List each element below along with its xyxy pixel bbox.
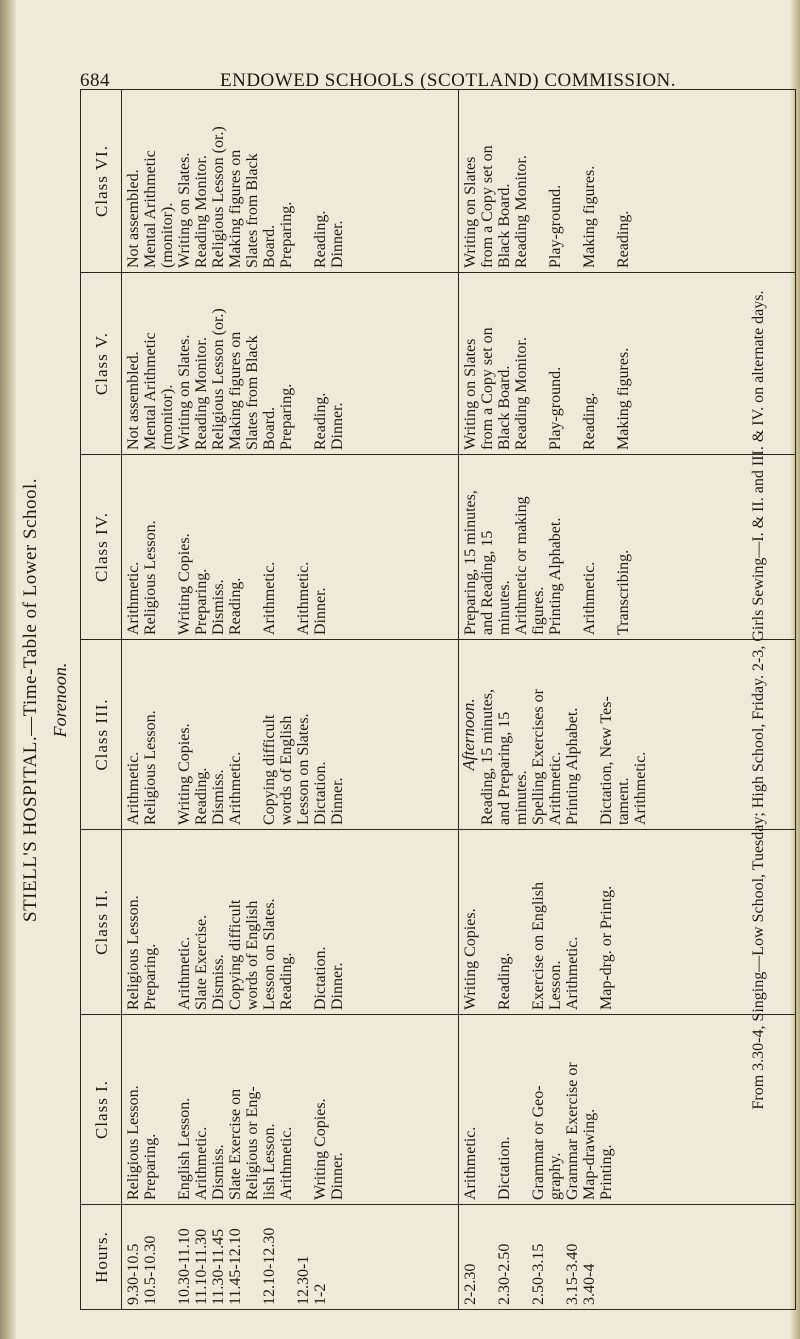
timetable-entry: 11.30-11.45 — [210, 1228, 227, 1305]
book-spine-shadow — [0, 0, 16, 1339]
timetable-entry: Preparing. — [142, 943, 159, 1010]
timetable-entry: 12.30-1 — [295, 1255, 312, 1305]
timetable-entry: Black Board. — [496, 183, 513, 268]
page-number: 684 — [80, 70, 110, 91]
timetable-entry: Arithmetic. — [462, 1126, 479, 1200]
timetable-entry: Slate Exercise. — [193, 914, 210, 1010]
timetable-entry: Not assembled. — [125, 351, 142, 450]
timetable-entry: Dinner. — [329, 777, 346, 825]
timetable-entry: Arithmetic. — [632, 751, 649, 825]
timetable-entry: minutes. — [496, 580, 513, 635]
line-spacer — [295, 94, 312, 268]
timetable-entry: minutes. — [513, 770, 530, 825]
timetable-entry: Play-ground. — [547, 366, 564, 450]
timetable-entry: Lesson. — [547, 960, 564, 1010]
timetable-entry: 1-2 — [312, 1283, 329, 1305]
timetable-entry: Writing Copies. — [312, 1098, 329, 1200]
timetable-entry: Arithmetic. — [227, 751, 244, 825]
timetable-entry: Arithmetic. — [295, 561, 312, 635]
line-spacer — [581, 644, 598, 825]
line-spacer — [581, 834, 598, 1010]
timetable-entry: Preparing. — [142, 1133, 159, 1200]
timetable-entry: Map-drg. or Printg. — [598, 885, 615, 1010]
timetable-entry: Dinner. — [329, 962, 346, 1010]
forenoon-class-1-cell — [122, 1015, 459, 1205]
col-header-class-1: Class I. — [81, 1015, 122, 1205]
timetable-entry: Dismiss. — [210, 579, 227, 635]
timetable-entry: Slate Exercise on — [227, 1088, 244, 1200]
timetable-entry: Religious Lesson. — [125, 1085, 142, 1200]
timetable-entry: Making figures. — [615, 347, 632, 450]
timetable-entry: 2-2.30 — [462, 1263, 479, 1305]
line-spacer — [244, 1209, 261, 1305]
timetable-entry: Mental Arithmetic — [142, 150, 159, 268]
afternoon-class-1-cell — [459, 1015, 796, 1205]
timetable-entry: Reading Monitor. — [193, 155, 210, 268]
line-spacer — [564, 459, 581, 635]
afternoon-class-3-lines — [479, 644, 649, 825]
line-spacer — [159, 1209, 176, 1305]
timetable-entry: Dinner. — [312, 587, 329, 635]
col-header-class-4: Class IV. — [81, 455, 122, 640]
timetable-entry: Writing on Slates. — [176, 334, 193, 450]
timetable-entry: Dinner. — [329, 402, 346, 450]
timetable-entry: from a Copy set on — [479, 327, 496, 450]
line-spacer — [513, 1209, 530, 1305]
timetable — [80, 89, 796, 1310]
afternoon-class-2-cell — [459, 830, 796, 1015]
timetable-entry: Writing Copies. — [176, 533, 193, 635]
line-spacer — [159, 644, 176, 825]
timetable-entry: Making figures on — [227, 149, 244, 268]
timetable-entry: Slates from Black — [244, 153, 261, 268]
timetable-entry: words of English — [244, 900, 261, 1010]
line-spacer — [295, 1019, 312, 1200]
timetable-entry: (monitor). — [159, 202, 176, 268]
forenoon-class-6-cell — [122, 90, 459, 273]
timetable-entry: Arithmetic. — [193, 1126, 210, 1200]
timetable-entry: tament. — [615, 777, 632, 825]
rotated-timetable-page — [20, 80, 780, 1320]
line-spacer — [278, 1209, 295, 1305]
forenoon-row — [122, 90, 459, 1310]
timetable-entry: Slates from Black — [244, 335, 261, 450]
timetable-entry: Dictation. — [312, 946, 329, 1010]
timetable-entry: Arithmetic. — [581, 561, 598, 635]
timetable-entry: Arithmetic. — [261, 561, 278, 635]
timetable-entry: Printing Alphabet. — [547, 517, 564, 635]
timetable-entry: Lesson on Slates. — [295, 713, 312, 825]
col-header-class-3: Class III. — [81, 640, 122, 830]
timetable-entry: Reading, 15 minutes, — [479, 689, 496, 825]
timetable-entry: 3.15-3.40 — [564, 1243, 581, 1305]
line-spacer — [547, 1209, 564, 1305]
forenoon-class-4-cell — [122, 455, 459, 640]
timetable-entry: Writing on Slates. — [176, 152, 193, 268]
timetable-entry: lish Lesson. — [261, 1123, 278, 1200]
running-title: ENDOWED SCHOOLS (SCOTLAND) COMMISSION. — [220, 70, 677, 91]
line-spacer — [479, 834, 496, 1010]
timetable-entry: 11.10-11.30 — [193, 1228, 210, 1305]
timetable-entry: Religious Lesson (or.) — [210, 308, 227, 450]
timetable-entry: from a Copy set on — [479, 145, 496, 268]
timetable-entry: and Reading, 15 — [479, 530, 496, 635]
timetable-entry: 11.45-12.10 — [227, 1228, 244, 1305]
timetable-entry: Play-ground. — [547, 184, 564, 268]
timetable-entry: Reading. — [193, 767, 210, 825]
timetable-entry: Religious Lesson. — [125, 895, 142, 1010]
timetable-entry: Dictation. — [312, 761, 329, 825]
timetable-entry: words of English — [278, 715, 295, 825]
line-spacer — [530, 277, 547, 450]
timetable-entry: Preparing. — [193, 568, 210, 635]
header-row — [81, 90, 122, 1310]
line-spacer — [159, 1019, 176, 1200]
col-header-class-6: Class VI. — [81, 90, 122, 273]
forenoon-class-2-cell — [122, 830, 459, 1015]
timetable-entry: graphy. — [547, 1152, 564, 1200]
timetable-entry: Writing Copies. — [462, 908, 479, 1010]
timetable-entry: Reading Monitor. — [193, 337, 210, 450]
timetable-entry: Spelling Exercises or — [530, 689, 547, 825]
timetable-entry: Copying difficult — [261, 714, 278, 825]
timetable-entry: and Preparing, 15 — [496, 711, 513, 825]
timetable-entry: Dismiss. — [210, 954, 227, 1010]
line-spacer — [598, 277, 615, 450]
timetable-entry: Dictation, New Tes- — [598, 696, 615, 825]
line-spacer — [564, 94, 581, 268]
timetable-entry: Religious Lesson. — [142, 710, 159, 825]
timetable-entry: Dinner. — [329, 220, 346, 268]
timetable-entry: Arithmetic or making — [513, 496, 530, 635]
timetable-entry: Exercise on English — [530, 882, 547, 1010]
timetable-entry: Arithmetic. — [176, 936, 193, 1010]
timetable-entry: 12.10-12.30 — [261, 1227, 278, 1305]
timetable-entry: Board. — [261, 406, 278, 450]
line-spacer — [530, 94, 547, 268]
timetable-entry: Arithmetic. — [278, 1126, 295, 1200]
col-header-class-5: Class V. — [81, 273, 122, 455]
timetable-entry: Reading. — [496, 952, 513, 1010]
timetable-entry: Reading Monitor. — [513, 337, 530, 450]
timetable-entry: Not assembled. — [125, 169, 142, 268]
line-spacer — [513, 1019, 530, 1200]
timetable-entry: Reading Monitor. — [513, 155, 530, 268]
timetable-entry: Mental Arithmetic — [142, 332, 159, 450]
line-spacer — [295, 834, 312, 1010]
timetable-entry: Transcribing. — [615, 549, 632, 635]
timetable-entry: Religious or Eng- — [244, 1086, 261, 1200]
timetable-entry: Making figures. — [581, 165, 598, 268]
footnote: From 3.30-4, Singing—Low School, Tuesday; High School, Friday. 2-3, Girls Sewing—I. & II. and III. & IV. on alternate days. — [750, 290, 767, 1110]
timetable-entry: English Lesson. — [176, 1097, 193, 1200]
afternoon-class-6-cell — [459, 90, 796, 273]
line-spacer — [598, 459, 615, 635]
timetable-entry: 10.30-11.10 — [176, 1228, 193, 1305]
timetable-entry: Reading. — [581, 392, 598, 450]
timetable-entry: Religious Lesson. — [142, 520, 159, 635]
timetable-entry: Lesson on Slates. — [261, 898, 278, 1010]
timetable-entry: Arithmetic. — [564, 936, 581, 1010]
timetable-entry: Religious Lesson (or.) — [210, 126, 227, 268]
timetable-entry: Dismiss. — [210, 769, 227, 825]
line-spacer — [513, 834, 530, 1010]
line-spacer — [278, 459, 295, 635]
timetable-entry: 10.5-10.30 — [142, 1235, 159, 1305]
afternoon-label: Afternoon. — [459, 698, 478, 771]
timetable-entry: Writing Copies. — [176, 723, 193, 825]
timetable-entry: Reading. — [615, 210, 632, 268]
afternoon-class-3-cell — [459, 640, 796, 830]
timetable-entry: Preparing. — [278, 383, 295, 450]
line-spacer — [159, 459, 176, 635]
timetable-entry: Board. — [261, 224, 278, 268]
timetable-entry: Copying difficult — [227, 899, 244, 1010]
forenoon-class-5-cell — [122, 273, 459, 455]
timetable-entry: Arithmetic. — [547, 751, 564, 825]
afternoon-hours-cell — [459, 1205, 796, 1310]
timetable-entry: Making figures on — [227, 331, 244, 450]
forenoon-subtitle: Forenoon. — [50, 662, 70, 738]
timetable-entry: 2.30-2.50 — [496, 1243, 513, 1305]
timetable-entry: 2.50-3.15 — [530, 1243, 547, 1305]
timetable-entry: Printing. — [598, 1144, 615, 1200]
forenoon-hours-cell — [122, 1205, 459, 1310]
timetable-entry: Black Board. — [496, 365, 513, 450]
line-spacer — [479, 1019, 496, 1200]
table-title: STIELL'S HOSPITAL.—Time-Table of Lower School. — [20, 478, 41, 922]
timetable-entry: 3.40-4 — [581, 1263, 598, 1305]
col-header-class-2: Class II. — [81, 830, 122, 1015]
timetable-entry: Reading. — [227, 577, 244, 635]
timetable-entry: Grammar Exercise or — [564, 1062, 581, 1200]
line-spacer — [244, 459, 261, 635]
timetable-entry: Writing on Slates — [462, 156, 479, 268]
afternoon-class-5-cell — [459, 273, 796, 455]
forenoon-class-3-cell — [122, 640, 459, 830]
line-spacer — [295, 277, 312, 450]
timetable-entry: (monitor). — [159, 384, 176, 450]
timetable-entry: Preparing. — [278, 201, 295, 268]
timetable-entry: 9.30-10.5 — [125, 1243, 142, 1305]
timetable-entry: Arithmetic. — [125, 751, 142, 825]
timetable-entry: Printing Alphabet. — [564, 707, 581, 825]
timetable-entry: Reading. — [278, 952, 295, 1010]
line-spacer — [564, 277, 581, 450]
timetable-entry: Writing on Slates — [462, 338, 479, 450]
line-spacer — [159, 834, 176, 1010]
timetable-entry: Dinner. — [329, 1152, 346, 1200]
timetable-entry: figures. — [530, 586, 547, 635]
timetable-entry: Map-drawing. — [581, 1108, 598, 1200]
afternoon-row — [459, 90, 796, 1310]
timetable-entry: Arithmetic. — [125, 561, 142, 635]
line-spacer — [479, 1209, 496, 1305]
col-header-hours: Hours. — [81, 1205, 122, 1310]
timetable-entry: Dismiss. — [210, 1144, 227, 1200]
afternoon-class-4-cell — [459, 455, 796, 640]
timetable-entry: Dictation. — [496, 1136, 513, 1200]
timetable-entry: Preparing, 15 minutes, — [462, 490, 479, 635]
timetable-entry: Reading. — [312, 392, 329, 450]
timetable-entry: Grammar or Geo- — [530, 1085, 547, 1200]
line-spacer — [598, 94, 615, 268]
timetable-entry: Reading. — [312, 210, 329, 268]
line-spacer — [244, 644, 261, 825]
